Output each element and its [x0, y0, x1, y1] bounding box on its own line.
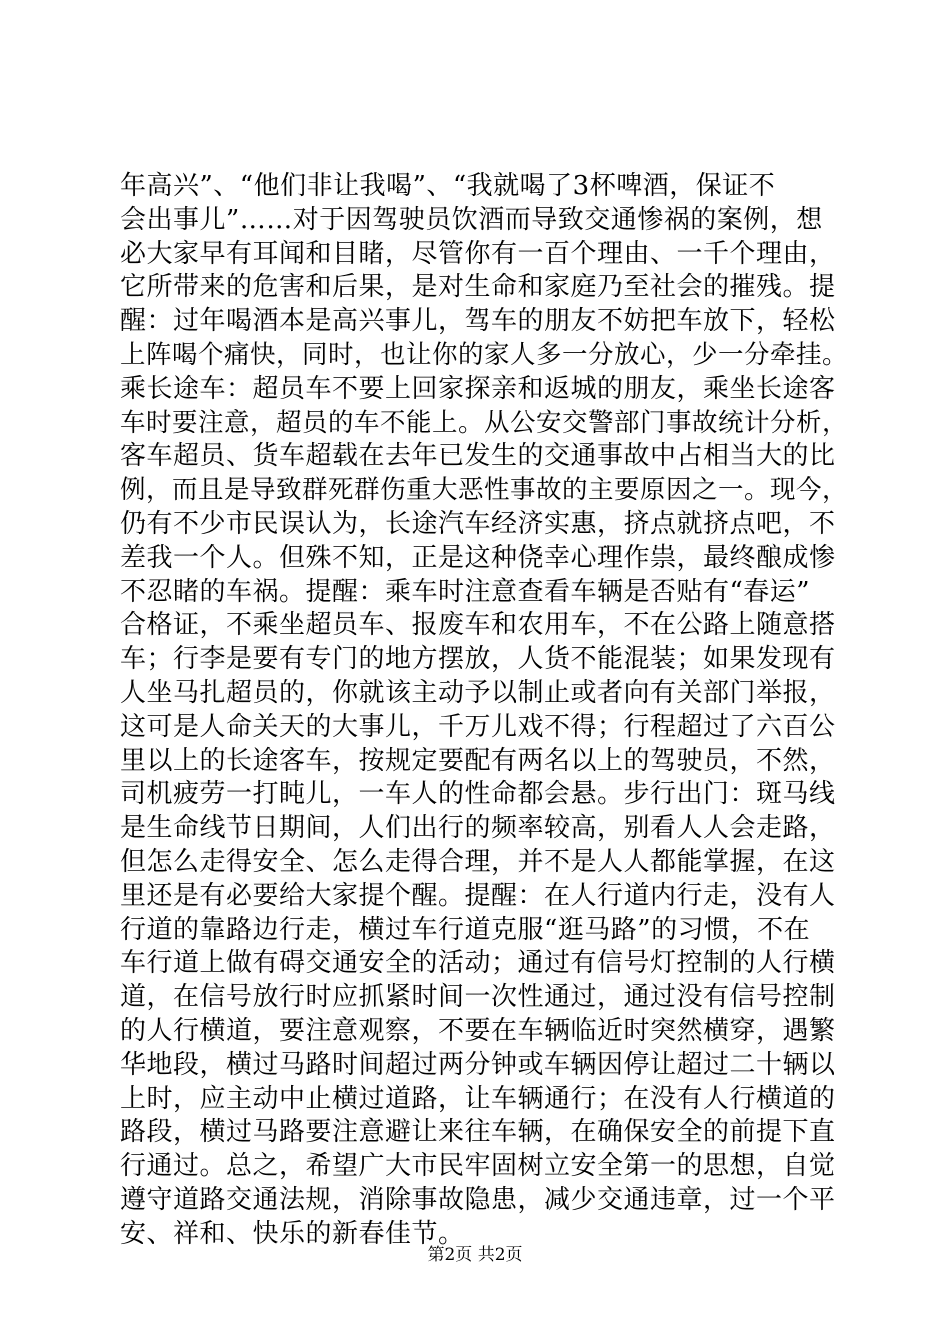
- text-line: 行通过。总之，希望广大市民牢固树立安全第一的思想，自觉: [120, 1151, 836, 1182]
- text-line: 醒：过年喝酒本是高兴事儿，驾车的朋友不妨把车放下，轻松: [120, 306, 836, 337]
- text-line: 路段，横过马路要注意避让来往车辆，在确保安全的前提下直: [120, 1117, 836, 1148]
- text-line: 安、祥和、快乐的新春佳节。: [120, 1218, 465, 1249]
- text-line: 里还是有必要给大家提个醒。提醒：在人行道内行走，没有人: [120, 880, 836, 911]
- text-line: 上时，应主动中止横过道路，让车辆通行；在没有人行横道的: [120, 1083, 836, 1114]
- text-line: 但怎么走得安全、怎么走得合理，并不是人人都能掌握，在这: [120, 846, 836, 877]
- text-line: 里以上的长途客车，按规定要配有两名以上的驾驶员，不然，: [120, 745, 836, 776]
- body-text: [120, 170, 855, 1252]
- text-line: 合格证，不乘坐超员车、报废车和农用车，不在公路上随意搭: [120, 610, 836, 641]
- text-line: 是生命线节日期间，人们出行的频率较高，别看人人会走路，: [120, 813, 836, 844]
- text-line: 不忍睹的车祸。提醒：乘车时注意查看车辆是否贴有“春运”: [120, 576, 811, 607]
- text-line: 客车超员、货车超载在去年已发生的交通事故中占相当大的比: [120, 441, 836, 472]
- text-line: 车；行李是要有专门的地方摆放，人货不能混装；如果发现有: [120, 644, 836, 675]
- text-line: 司机疲劳一打盹儿，一车人的性命都会悬。步行出门：斑马线: [120, 779, 836, 810]
- text-line: 道，在信号放行时应抓紧时间一次性通过，通过没有信号控制: [120, 982, 836, 1013]
- text-line: 必大家早有耳闻和目睹，尽管你有一百个理由、一千个理由，: [120, 238, 836, 269]
- text-line: 它所带来的危害和后果，是对生命和家庭乃至社会的摧残。提: [120, 272, 836, 303]
- text-line: 仍有不少市民误认为，长途汽车经济实惠，挤点就挤点吧，不: [120, 508, 836, 539]
- text-line: 的人行横道，要注意观察，不要在车辆临近时突然横穿，遇繁: [120, 1015, 836, 1046]
- text-line: 差我一个人。但殊不知，正是这种侥幸心理作祟，最终酿成惨: [120, 542, 836, 573]
- text-line: 车行道上做有碍交通安全的活动；通过有信号灯控制的人行横: [120, 948, 836, 979]
- text-line: 例，而且是导致群死群伤重大恶性事故的主要原因之一。现今，: [120, 475, 849, 506]
- text-line: 年高兴”、“他们非让我喝”、“我就喝了3杯啤酒，保证不: [120, 171, 776, 201]
- text-line: 华地段，横过马路时间超过两分钟或车辆因停让超过二十辆以: [120, 1049, 836, 1080]
- page-footer: 第2页 共2页: [427, 1245, 523, 1265]
- text-line: 乘长途车：超员车不要上回家探亲和返城的朋友，乘坐长途客: [120, 373, 836, 404]
- text-line: 车时要注意，超员的车不能上。从公安交警部门事故统计分析，: [120, 407, 849, 438]
- text-line: 遵守道路交通法规，消除事故隐患，减少交通违章，过一个平: [120, 1184, 836, 1215]
- text-line: 这可是人命关天的大事儿，千万儿戏不得；行程超过了六百公: [120, 711, 836, 742]
- text-line: 人坐马扎超员的，你就该主动予以制止或者向有关部门举报，: [120, 677, 836, 708]
- text-line: 上阵喝个痛快，同时，也让你的家人多一分放心，少一分牵挂。: [120, 339, 849, 370]
- text-line: 会出事儿”……对于因驾驶员饮酒而导致交通惨祸的案例，想: [120, 204, 823, 235]
- text-line: 行道的靠路边行走，横过车行道克服“逛马路”的习惯，不在: [120, 914, 811, 945]
